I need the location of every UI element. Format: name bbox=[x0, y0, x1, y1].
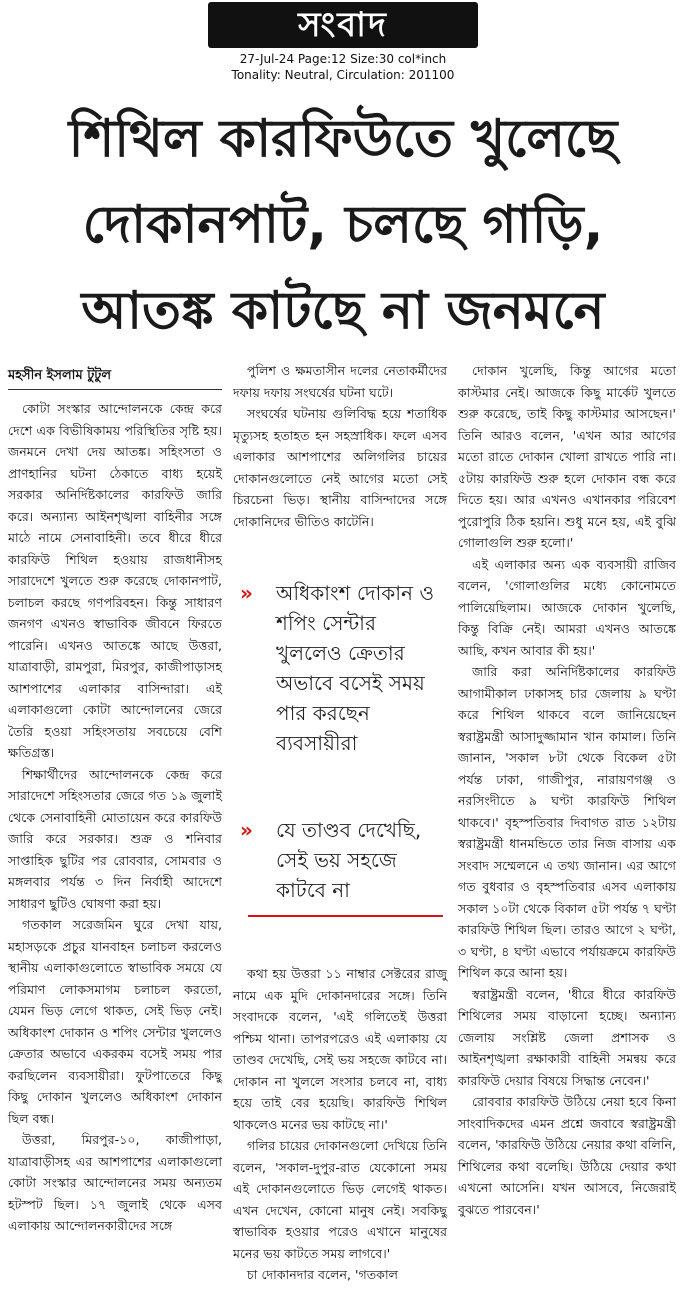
column-1 bbox=[8, 398, 222, 1237]
paragraph: উত্তরা, মিরপুর-১০, কাজীপাড়া, যাত্রাবাড়ীসহ এর আশপাশের এলাকাগুলো কোটা সংস্কার আন্দোলনের সময় অন্যতম হটস্পট ছিল। ১৭ জুলাই থেকে এসব এলাকায় আন্দোলনকারীদের সঙ্গে bbox=[8, 1132, 222, 1233]
clipping-meta-date-page: 27-Jul-24 Page:12 Size:30 col*inch bbox=[239, 52, 447, 66]
column-2-top bbox=[233, 360, 447, 532]
paragraph: কোটা সংস্কার আন্দোলনকে কেন্দ্র করে দেশে এক বিভীষিকাময় পরিস্থিতির সৃষ্টি হয়। জনমনে দেখা দেয় আতঙ্ক। সহিংসতা ও প্রাণহানির ঘটনা ঠেকাতে বাধ্য হয়েই সরকার অনির্দিষ্টকালের কারফিউ জারি করে। অন্যান্য আইনশৃঙ্খলা বাহিনীর সঙ্গে মাঠে নামে সেনাবাহিনী। তবে ধীরে ধীরে কারফিউ শিথিল হওয়ায় রাজধানীসহ সারাদেশে খুলতে শুরু করেছে দোকানপাট, চলাচল করছে গণপরিবহন। কিন্তু সাধারণ জনগণ এখনও স্বাভাবিক জীবনে ফিরতে পারেনি। এখনও আতঙ্কে আছে উত্তরা, যাত্রাবাড়ী, রামপুরা, মিরপুর, কাজীপাড়াসহ আশপাশের এলাকার বাসিন্দারা। এই এলাকাগুলো কোটা আন্দোলনের জেরে তৈরি হওয়া সহিংসতায় সবচেয়ে বেশি ক্ষতিগ্রস্ত। bbox=[8, 401, 222, 760]
paragraph: রোববার কারফিউ উঠিয়ে নেয়া হবে কিনা সাংবাদিকদের এমন প্রশ্নে জবাবে স্বরাষ্ট্রমন্ত্রী বলেন, 'কারফিউ উঠিয়ে নেয়ার কথা বলিনি, শিথিলের কথা বলেছি। উঠিয়ে দেয়ার কথা এখনো আসেনি। যখন আসবে, নিজেরাই বুঝতে পারবেন।' bbox=[458, 1094, 676, 1217]
article-headline bbox=[8, 96, 678, 354]
byline: মহসীন ইসলাম টুটুল bbox=[8, 366, 222, 390]
paragraph: পুলিশ ও ক্ষমতাসীন দলের নেতাকর্মীদের দফায় দফায় সংঘর্ষের ঘটনা ঘটে। bbox=[233, 363, 447, 400]
headline-line-2: দোকানপাট, চলছে গাড়ি, bbox=[82, 195, 604, 255]
clipping-meta-tonality: Tonality: Neutral, Circulation: 201100 bbox=[231, 68, 455, 82]
pull-quote-text: অধিকাংশ দোকান ও শপিং সেন্টার খুললেও ক্রেতার অভাবে বসেই সময় পার করছেন ব্যবসায়ীরা bbox=[276, 581, 435, 755]
paragraph: গতকাল সরেজমিন ঘুরে দেখা যায়, মহাসড়কে প্রচুর যানবাহন চলাচল করলেও স্থানীয় এলাকাগুলোতে স্বাভাবিক সময়ে যে পরিমাণ লোকসমাগম চলাচল করতো, যেমন ভিড় লেগে থাকত, সেই ভিড় নেই। অধিকাংশ দোকান ও শপিং সেন্টার খুললেও ক্রেতার অভাবে একরকম বসেই সময় পার করছিলেন ব্যবসায়ীরা। ফুটপাতেরে কিছু কিছু দোকান খুললেও অধিকাংশ দোকান ছিল বন্ধ। bbox=[8, 917, 222, 1126]
paragraph: জারি করা অনির্দিষ্টকালের কারফিউ আগামীকাল ঢাকাসহ চার জেলায় ৯ ঘণ্টা করে শিথিল থাকবে বলে জানিয়েছেন স্বরাষ্ট্রমন্ত্রী আসাদুজ্জামান খান কামাল। তিনি জানান, 'সকাল ৮টা থেকে বিকেল ৫টা পর্যন্ত ঢাকা, গাজীপুর, নারায়ণগঞ্জ ও নরসিংদীতে ৯ ঘণ্টা কারফিউ শিথিল থাকবে।' বৃহস্পতিবার দিবাগত রাত ১২টায় স্বরাষ্ট্রমন্ত্রী ধানমন্ডিতে তার নিজ বাসায় এক সংবাদ সম্মেলনে এ তথ্য জানান। এর আগে গত বুধবার ও বৃহস্পতিবার এসব এলাকায় সকাল ১০টা থেকে বিকাল ৫টা পর্যন্ত ৭ ঘণ্টা কারফিউ শিথিল ছিল। তারও আগে ২ ঘণ্টা, ৩ ঘণ্টা, ৪ ঘণ্টা এভাবে পর্যায়ক্রমে কারফিউ শিথিল করে আনা হয়। bbox=[458, 664, 676, 980]
divider bbox=[248, 915, 443, 917]
double-arrow-icon: » bbox=[240, 581, 253, 605]
double-arrow-icon: » bbox=[240, 818, 253, 842]
paragraph: শিক্ষার্থীদের আন্দোলনকে কেন্দ্র করে সারাদেশে সহিংসতার জেরে গত ১৯ জুলাই থেকে সেনাবাহিনী মোতায়েন করে কারফিউ জারি করে সরকার। শুক্র ও শনিবার সাপ্তাহিক ছুটির পর রোববার, সোমবার ও মঙ্গলবার পর্যন্ত ৩ দিন নির্বাহী আদেশে সাধারণ ছুটিও ঘোষণা করা হয়। bbox=[8, 766, 222, 911]
headline-line-3: আতঙ্ক কাটছে না জনমনে bbox=[81, 281, 605, 341]
column-2-bottom bbox=[233, 963, 447, 1286]
column-3 bbox=[458, 360, 676, 1220]
newspaper-logo: সংবাদ bbox=[208, 2, 478, 48]
paragraph: কথা হয় উত্তরা ১১ নাম্বার সেক্টরের রাজু নামে এক মুদি দোকানদারের সঙ্গে। তিনি সংবাদকে বলেন, 'এই গলিতেই উত্তরা পশ্চিম থানা। তাপরপরেও এই এলাকায় যে তাণ্ডব দেখেছি, সেই ভয় সহজে কাটবে না। দোকান না খুললে সংসার চলবে না, বাধ্য হয়ে তাই বের হয়েছি। কারফিউ শিথিল থাকলেও মনের ভয় কাটছে না।' bbox=[233, 966, 447, 1132]
paragraph: চা দোকানদার বলেন, 'গতকাল bbox=[247, 1267, 398, 1282]
paragraph: সংঘর্ষের ঘটনায় গুলিবিদ্ধ হয়ে শতাধিক মৃত্যুসহ হতাহত হন সহস্রাধিক। ফলে এসব এলাকার আশপাশের অলিগলির চায়ের দোকানগুলোতে নেই আগের মতো সেই চিরচেনা ভিড়। স্থানীয় বাসিন্দাদের সঙ্গে দোকানিদের ভীতিও কাটেনি। bbox=[233, 406, 447, 529]
paragraph: গলির চায়ের দোকানগুলো দেখিয়ে তিনি বলেন, 'সকাল-দুপুর-রাত যেকোনো সময় এই দোকানগুলোতে ভিড় লেগেই থাকত। এখন দেখেন, কোনো মানুষ নেই। সবকিছু স্বাভাবিক হওয়ার পরেও এখানে মানুষের মনের ভয় কাটতে সময় লাগবে।' bbox=[233, 1138, 447, 1261]
headline-line-1: শিথিল কারফিউতে খুলেছে bbox=[68, 109, 618, 169]
paragraph: এই এলাকার অন্য এক ব্যবসায়ী রাজিব বলেন, 'গোলাগুলির মধ্যে কোনোমতে পালিয়েছিলাম। আজকে দোকান খুলেছি, কিন্তু বিক্রি নেই। আমরা এখনও আতঙ্কে আছি, কখন আবার কী হয়।' bbox=[458, 556, 676, 658]
paragraph: স্বরাষ্ট্রমন্ত্রী বলেন, 'ধীরে ধীরে কারফিউ শিথিলের সময় বাড়ানো হচ্ছে। অন্যান্য জেলায় সংশ্লিষ্ট জেলা প্রশাসক ও আইনশৃঙ্খলা রক্ষাকারী বাহিনী সমন্বয় করে কারফিউ দেয়ার বিষয়ে সিদ্ধান্ত নেবেন।' bbox=[458, 986, 676, 1088]
pull-quote-text: যে তাণ্ডব দেখেছি, সেই ভয় সহজে কাটবে না bbox=[276, 818, 422, 902]
paragraph: দোকান খুলেছি, কিন্তু আগের মতো কাস্টমার নেই। আজকে কিছু মার্কেট খুলতে শুরু করেছে, তাই কিছু কাস্টমার আসছেন।' তিনি আরও বলেন, 'এখন আর আগের মতো রাতে দোকান খোলা রাখতে পারি না। ৫টায় কারফিউ শুরু হলে দোকান বন্ধ করে দিতে হয়। আর এখনও এখানকার পরিবেশ পুরোপুরি ঠিক হয়নি। শুধু মনে হয়, এই বুঝি গোলাগুলি শুরু হলো।' bbox=[458, 363, 676, 550]
masthead bbox=[0, 0, 686, 92]
